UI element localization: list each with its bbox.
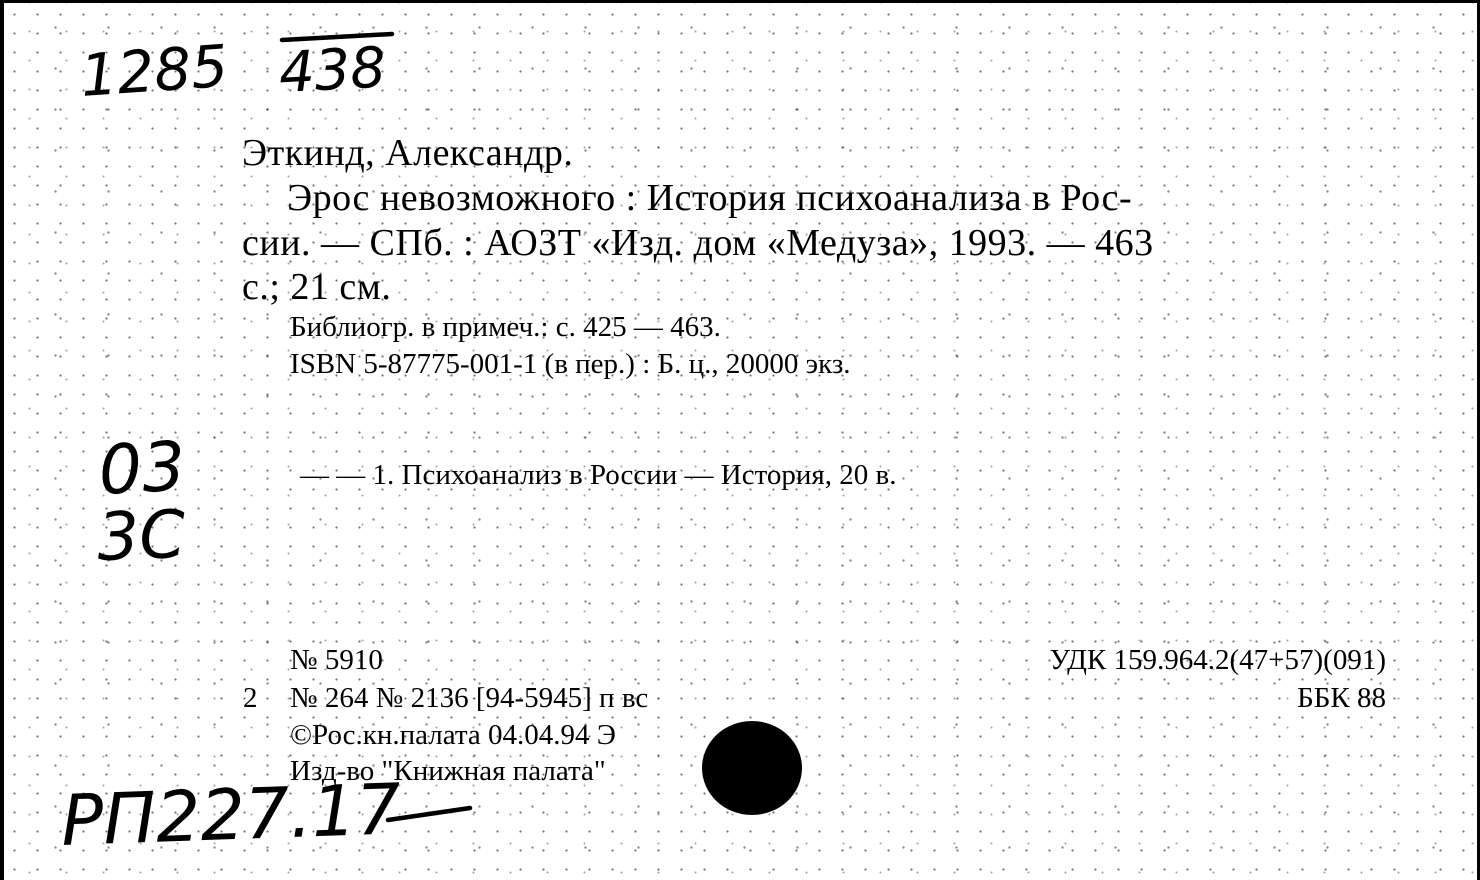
svg-text:03: 03 [96,427,188,511]
svg-text:438: 438 [277,35,388,106]
copyright-line: ©Рос.кн.палата 04.04.94 Э [290,719,616,751]
title-line-2: сии. — СПб. : АОЗТ «Изд. дом «Медуза», 1993. — 463 [242,222,1154,264]
title-line-3: с.; 21 см. [242,266,392,308]
title-line-1: Эрос невозможного : История психоанализа в Рос- [287,177,1133,219]
udc-code: УДК 159.964.2(47+57)(091) [1049,644,1386,676]
bibliography-note: Библиогр. в примеч.: с. 425 — 463. [290,311,721,343]
author-heading: Эткинд, Александр. [242,132,574,174]
number-line-2-prefix: 2 [243,682,258,714]
number-line-1: № 5910 [290,644,383,676]
svg-text:PП227.17: PП227.17 [59,768,403,862]
bbk-code: ББК 88 [1297,682,1386,714]
handwritten-shelf-code [96,428,187,576]
punch-hole [702,721,802,815]
isbn-line: ISBN 5-87775-001-1 (в пер.) : Б. ц., 20000 экз. [290,348,851,380]
publisher-line: Изд-во "Книжная палата" [290,755,606,787]
subject-heading: — — 1. Психоанализ в России — История, 20 в. [300,459,897,491]
svg-text:3C: 3C [95,495,187,576]
handwritten-call-number [78,32,392,110]
number-line-2: № 264 № 2136 [94-5945] п вс [290,682,649,714]
svg-text:1285: 1285 [78,31,231,110]
